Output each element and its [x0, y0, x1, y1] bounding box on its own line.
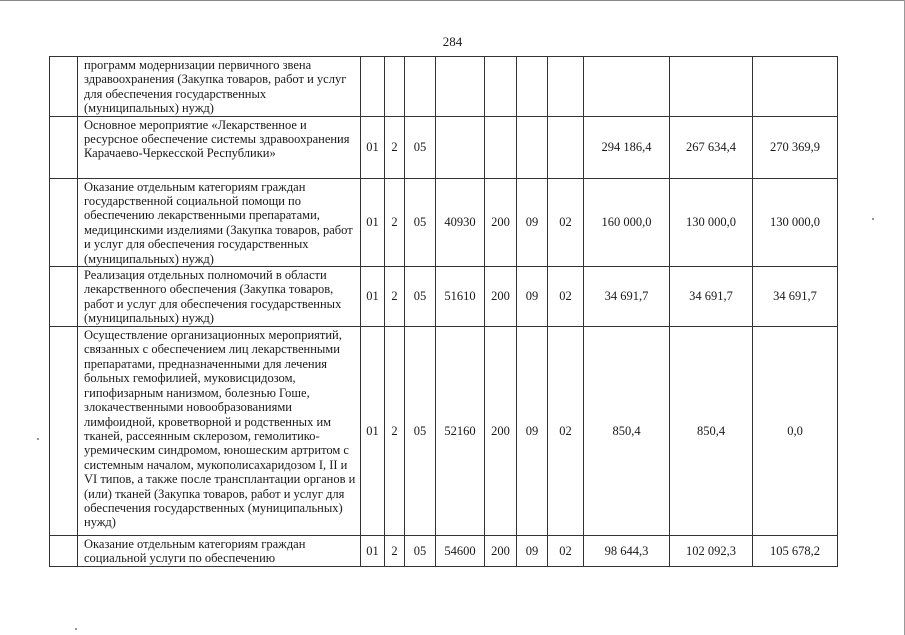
- year3-amount-cell: 105 678,2: [753, 536, 838, 567]
- year2-amount-cell: 267 634,4: [670, 116, 753, 178]
- expense-type-cell: 200: [485, 536, 517, 567]
- year1-amount-cell: 34 691,7: [584, 267, 670, 327]
- scan-speck: [872, 218, 874, 220]
- row-number-cell: [50, 178, 78, 266]
- direction-code-cell: [436, 116, 485, 178]
- year1-amount-cell: 98 644,3: [584, 536, 670, 567]
- year3-amount-cell: 0,0: [753, 327, 838, 536]
- event-code-cell: 05: [405, 327, 436, 536]
- item-name-cell: программ модернизации первичного звена здравоохранения (Закупка товаров, работ и услуг для обеспечения государственных (муниципальных) нужд): [78, 57, 361, 117]
- year1-amount-cell: [584, 57, 670, 117]
- section-cell: 09: [517, 178, 548, 266]
- table-row: [50, 327, 838, 536]
- table-body: [50, 57, 838, 567]
- table-row: [50, 178, 838, 266]
- year2-amount-cell: 34 691,7: [670, 267, 753, 327]
- year3-amount-cell: 270 369,9: [753, 116, 838, 178]
- year1-amount-cell: 160 000,0: [584, 178, 670, 266]
- scan-speck: [75, 628, 77, 630]
- year3-amount-cell: [753, 57, 838, 117]
- event-code-cell: 05: [405, 116, 436, 178]
- year2-amount-cell: 130 000,0: [670, 178, 753, 266]
- direction-code-cell: 40930: [436, 178, 485, 266]
- expense-type-cell: [485, 57, 517, 117]
- expense-type-cell: 200: [485, 267, 517, 327]
- year2-amount-cell: 850,4: [670, 327, 753, 536]
- section-cell: 09: [517, 536, 548, 567]
- table-row: [50, 57, 838, 117]
- subsection-cell: 02: [548, 536, 584, 567]
- program-code-cell: 01: [361, 327, 385, 536]
- table-row: [50, 267, 838, 327]
- event-code-cell: 05: [405, 178, 436, 266]
- direction-code-cell: 51610: [436, 267, 485, 327]
- year2-amount-cell: [670, 57, 753, 117]
- subprogram-code-cell: 2: [385, 267, 405, 327]
- event-code-cell: [405, 57, 436, 117]
- expense-type-cell: 200: [485, 178, 517, 266]
- program-code-cell: 01: [361, 536, 385, 567]
- subprogram-code-cell: 2: [385, 327, 405, 536]
- direction-code-cell: 52160: [436, 327, 485, 536]
- program-code-cell: 01: [361, 267, 385, 327]
- subsection-cell: 02: [548, 267, 584, 327]
- row-number-cell: [50, 536, 78, 567]
- section-cell: 09: [517, 267, 548, 327]
- item-name-cell: Осуществление организационных мероприятий, связанных с обеспечением лиц лекарственными препаратами, предназначенными для лечения больных гемофилией, муковисцидозом, гипофизарным нанизмом, болезнью Гоше, злокачественными новообразованиями лимфоидной, кроветворной и родственных им тканей, рассеянным склерозом, гемолитико-уремическим синдромом, юношеским артритом с системным началом, мукополисахаридозом I, II и VI типов, а также после трансплантации органов и (или) тканей (Закупка товаров, работ и услуг для обеспечения государственных (муниципальных) нужд): [78, 327, 361, 536]
- scan-edge-top: [0, 0, 905, 1]
- program-code-cell: 01: [361, 178, 385, 266]
- section-cell: [517, 116, 548, 178]
- event-code-cell: 05: [405, 536, 436, 567]
- direction-code-cell: [436, 57, 485, 117]
- event-code-cell: 05: [405, 267, 436, 327]
- expense-type-cell: 200: [485, 327, 517, 536]
- direction-code-cell: 54600: [436, 536, 485, 567]
- program-code-cell: [361, 57, 385, 117]
- scan-speck: [37, 438, 39, 440]
- section-cell: [517, 57, 548, 117]
- year3-amount-cell: 130 000,0: [753, 178, 838, 266]
- item-name-cell: Основное мероприятие «Лекарственное и ресурсное обеспечение системы здравоохранения Карачаево-Черкесской Республики»: [78, 116, 361, 178]
- year2-amount-cell: 102 092,3: [670, 536, 753, 567]
- row-number-cell: [50, 116, 78, 178]
- item-name-cell: Оказание отдельным категориям граждан государственной социальной помощи по обеспечению лекарственными препаратами, медицинскими изделиями (Закупка товаров, работ и услуг для обеспечения государственных (муниципальных) нужд): [78, 178, 361, 266]
- subsection-cell: 02: [548, 178, 584, 266]
- item-name-cell: Реализация отдельных полномочий в области лекарственного обеспечения (Закупка товаров, работ и услуг для обеспечения государственных (муниципальных) нужд): [78, 267, 361, 327]
- subsection-cell: [548, 57, 584, 117]
- subprogram-code-cell: 2: [385, 536, 405, 567]
- subprogram-code-cell: 2: [385, 178, 405, 266]
- budget-table: [49, 56, 838, 567]
- row-number-cell: [50, 267, 78, 327]
- subsection-cell: [548, 116, 584, 178]
- item-name-cell: Оказание отдельным категориям граждан социальной услуги по обеспечению: [78, 536, 361, 567]
- table-row: [50, 116, 838, 178]
- row-number-cell: [50, 57, 78, 117]
- subsection-cell: 02: [548, 327, 584, 536]
- page-number: 284: [442, 34, 463, 49]
- section-cell: 09: [517, 327, 548, 536]
- year1-amount-cell: 294 186,4: [584, 116, 670, 178]
- row-number-cell: [50, 327, 78, 536]
- subprogram-code-cell: [385, 57, 405, 117]
- table-row: [50, 536, 838, 567]
- expense-type-cell: [485, 116, 517, 178]
- subprogram-code-cell: 2: [385, 116, 405, 178]
- program-code-cell: 01: [361, 116, 385, 178]
- year1-amount-cell: 850,4: [584, 327, 670, 536]
- year3-amount-cell: 34 691,7: [753, 267, 838, 327]
